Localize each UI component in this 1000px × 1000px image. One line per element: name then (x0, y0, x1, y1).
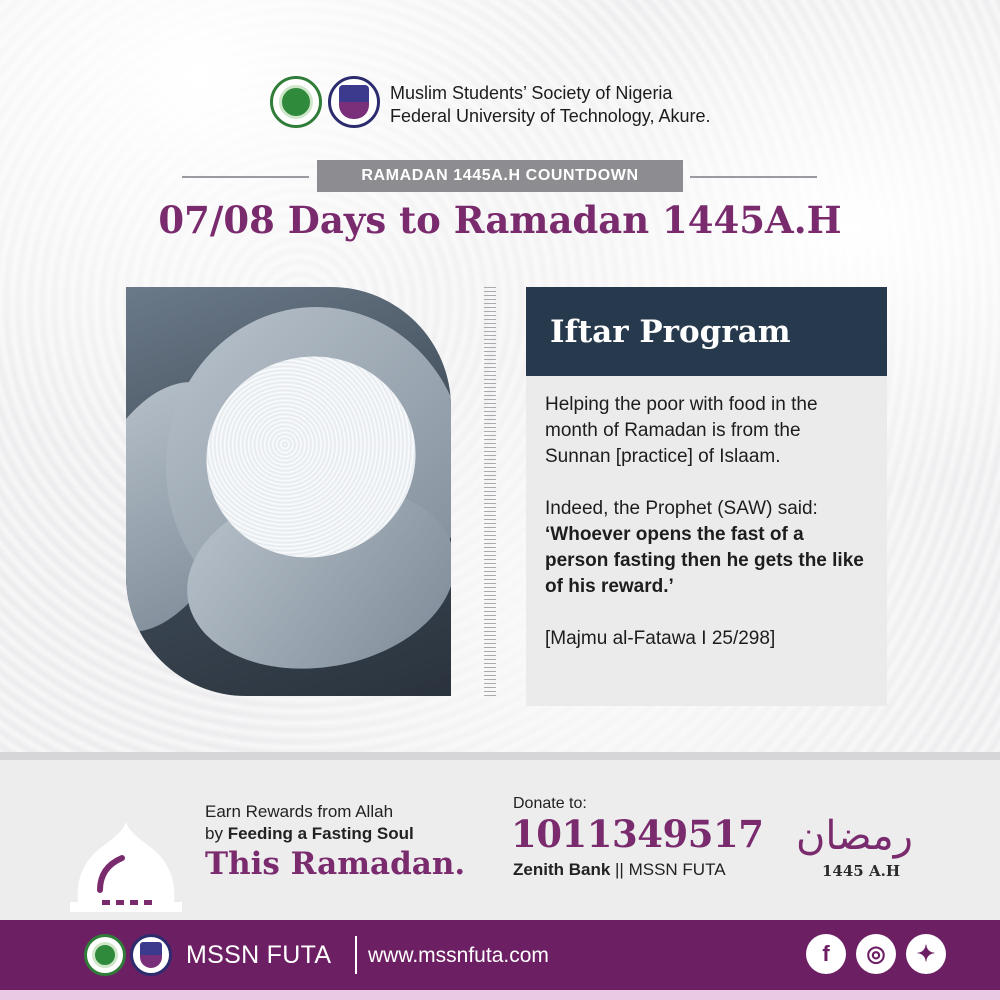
twitter-icon[interactable]: ✦ (906, 934, 946, 974)
mosque-dome-icon (70, 820, 182, 912)
divider-right (690, 176, 817, 178)
card-title-text: Iftar Program (550, 314, 791, 350)
decorative-ruler (484, 287, 496, 696)
bank-details (513, 860, 726, 880)
org-name-line1: Muslim Students’ Society of Nigeria (390, 83, 673, 103)
organization-name (390, 82, 711, 128)
footer-logos (84, 934, 172, 976)
countdown-label: RAMADAN 1445A.H COUNTDOWN (317, 160, 683, 192)
bank-name: Zenith Bank (513, 860, 611, 879)
account-name: MSSN FUTA (628, 860, 726, 879)
hadith-quote: ‘Whoever opens the fast of a person fasting then he gets the like of his reward.’ (545, 524, 864, 597)
card-paragraph-1: Helping the poor with food in the month of Ramadan is from the Sunnan [practice] of Islaam. (545, 394, 818, 467)
headline: 07/08 Days to Ramadan 1445A.H (158, 198, 842, 242)
footer-brand: MSSN FUTA (186, 941, 332, 969)
divider-left (182, 176, 309, 178)
quote-intro: Indeed, the Prophet (SAW) said: (545, 498, 818, 519)
header-logos (270, 76, 380, 128)
hands-with-rice-photo (126, 287, 451, 696)
appeal-line3: This Ramadan. (205, 846, 466, 882)
card-title (526, 287, 887, 376)
instagram-icon[interactable]: ◎ (856, 934, 896, 974)
facebook-icon[interactable]: f (806, 934, 846, 974)
ramadan-arabic-calligraphy: رمضان (796, 813, 913, 859)
org-name-line2: Federal University of Technology, Akure. (390, 106, 711, 126)
footer-separator (355, 936, 357, 974)
mssn-logo (84, 934, 126, 976)
card-reference: [Majmu al-Fatawa I 25/298] (545, 628, 776, 649)
card-body (526, 376, 887, 706)
ramadan-year: 1445 A.H (822, 862, 901, 880)
donate-label: Donate to: (513, 795, 587, 812)
bank-separator: || (610, 860, 629, 879)
mssn-logo (270, 76, 322, 128)
appeal-text (205, 801, 414, 845)
appeal-line2-prefix: by (205, 824, 228, 843)
appeal-line2-bold: Feeding a Fasting Soul (227, 824, 414, 843)
footer-strip (0, 990, 1000, 1000)
futa-logo (130, 934, 172, 976)
appeal-line2 (205, 823, 414, 845)
card-paragraph-2 (545, 496, 871, 600)
website-link[interactable]: www.mssnfuta.com (368, 944, 549, 967)
futa-logo (328, 76, 380, 128)
account-number: 1011349517 (511, 812, 764, 856)
appeal-line1: Earn Rewards from Allah (205, 802, 394, 821)
